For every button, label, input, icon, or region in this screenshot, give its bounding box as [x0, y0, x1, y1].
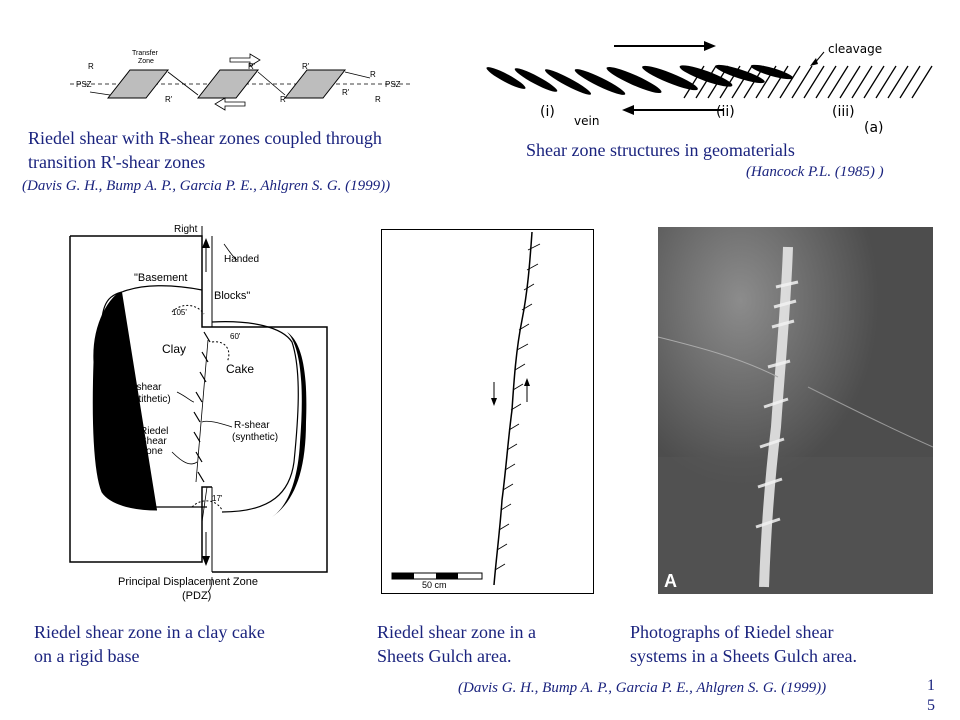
sheets-gulch-map-caption-line2: Sheets Gulch area.	[377, 646, 512, 666]
stage-ii-label: (ii)	[716, 104, 735, 120]
sheets-gulch-map-caption-line1: Riedel shear zone in a	[377, 622, 536, 642]
r-left-label: R	[88, 62, 94, 71]
r-prime-label-a: R'	[165, 95, 173, 104]
blocks-label: Blocks"	[214, 290, 251, 302]
synthetic-label: (synthetic)	[232, 432, 279, 443]
scale-bar-label: 50 cm	[422, 580, 447, 590]
top-right-caption: Shear zone structures in geomaterials	[526, 140, 795, 160]
top-right-citation: (Hancock P.L. (1985) )	[746, 164, 884, 180]
top-left-citation: (Davis G. H., Bump A. P., Garcia P. E., Ahlgren S. G. (1999))	[22, 178, 391, 194]
r-prime-label-b: R'	[248, 62, 256, 71]
pdz-label: Principal Displacement Zone	[118, 576, 259, 588]
shear-label: Shear	[140, 436, 167, 447]
r-shear-label: R-shear	[234, 420, 270, 431]
r-label-c: R	[375, 95, 381, 104]
clay-cake-figure	[62, 222, 352, 612]
stage-i-label: (i)	[540, 104, 555, 120]
page-number-digit-2: 5	[927, 697, 935, 714]
angle-105-label: 105'	[172, 308, 187, 317]
r-prime-label-c: R'	[302, 62, 310, 71]
part-a-label: (a)	[864, 120, 884, 136]
pdz-abbr-label: (PDZ)	[182, 590, 212, 602]
vein-label: vein	[574, 114, 600, 128]
riedel-transfer-zone-figure	[70, 40, 410, 115]
r-label-a: R	[280, 95, 286, 104]
angle-17-label: 17'	[212, 494, 223, 503]
r-prime-label-d: R'	[342, 88, 350, 97]
top-left-caption-line1: Riedel shear with R-shear zones coupled through	[28, 128, 382, 148]
page-number-digit-1: 1	[927, 677, 935, 694]
cake-label: Cake	[226, 362, 255, 376]
clay-cake-caption-line1: Riedel shear zone in a clay cake	[34, 622, 265, 642]
riedel-label: Riedel	[140, 426, 169, 437]
photograph-caption	[630, 620, 930, 668]
photograph-caption-line2: systems in a Sheets Gulch area.	[630, 646, 857, 666]
angle-60-label: 60'	[230, 332, 241, 341]
sheets-gulch-map-caption	[377, 620, 607, 668]
transfer-label: Transfer	[132, 50, 158, 57]
photo-label-a: A	[664, 571, 677, 591]
zone-label: Zone	[138, 58, 154, 65]
right-label: Right	[174, 224, 198, 235]
clay-cake-caption	[34, 620, 334, 668]
top-left-caption	[28, 126, 468, 174]
page-number	[924, 676, 938, 716]
bottom-citation: (Davis G. H., Bump A. P., Garcia P. E., Ahlgren S. G. (1999))	[458, 680, 827, 696]
cleavage-label: cleavage	[828, 42, 883, 56]
photograph-caption-line1: Photographs of Riedel shear	[630, 622, 834, 642]
r-label-b: R	[370, 70, 376, 79]
shear-zone-structures-figure	[484, 38, 936, 138]
r-prime-shear-label: R'-shear	[124, 382, 162, 393]
psz-right-label: PSZ	[385, 80, 401, 89]
psz-left-label: PSZ	[76, 80, 92, 89]
handed-label: Handed	[224, 254, 260, 265]
riedel-shear-photograph	[658, 227, 933, 594]
zone-label: Zone	[140, 446, 163, 457]
top-left-caption-line2: transition R'-shear zones	[28, 152, 206, 172]
stage-iii-label: (iii)	[832, 104, 855, 120]
clay-cake-caption-line2: on a rigid base	[34, 646, 140, 666]
sheets-gulch-map-figure	[381, 229, 594, 594]
basement-label: "Basement	[134, 272, 188, 284]
clay-label: Clay	[162, 342, 187, 356]
antithetic-label: (antithetic)	[124, 394, 171, 405]
